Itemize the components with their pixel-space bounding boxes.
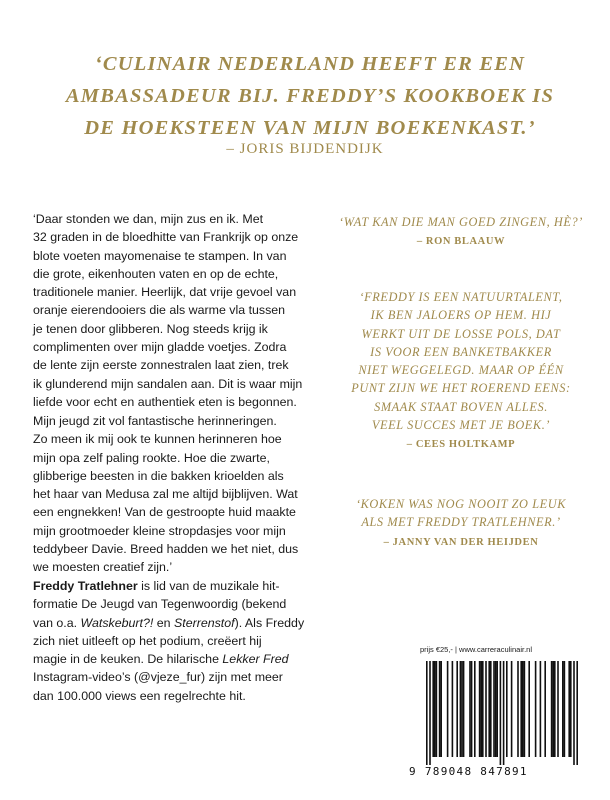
quote-line: ‘FREDDY IS EEN NATUURTALENT, — [359, 290, 563, 304]
text-line: Instagram-video’s (@vjeze_fur) zijn met meer — [33, 670, 283, 685]
barcode-bar — [461, 661, 463, 757]
barcode-bar — [535, 661, 537, 757]
barcode-bar — [564, 661, 566, 757]
barcode-bar — [517, 661, 519, 757]
show-title: Lekker Fred — [222, 652, 289, 667]
barcode-bar — [471, 661, 473, 757]
barcode-bar — [552, 661, 554, 757]
side-quote-cees-holtkamp — [330, 288, 592, 455]
text-line: ‘Daar stonden we dan, mijn zus en ik. Met — [33, 212, 264, 226]
text-line: zich niet uitleeft op het podium, creëert hij — [33, 633, 262, 648]
text-span: ). Als Freddy — [234, 615, 305, 630]
text-line: Mijn jeugd zit vol fantastische herinneringen. — [33, 414, 277, 428]
barcode-bar — [463, 661, 465, 757]
author-name: Freddy Tratlehner — [33, 579, 138, 593]
barcode-bar — [439, 661, 441, 757]
barcode-bar — [482, 661, 484, 757]
text-line: complimenten over mijn gladde voetjes. Zodra — [33, 340, 287, 355]
album-title: Watskeburt?! — [80, 615, 154, 630]
barcode-bar — [503, 661, 505, 765]
quote-line: PUNT ZIJN WE HET ROEREND EENS: — [351, 381, 571, 396]
headline-quote-line: ‘CULINAIR NEDERLAND HEEFT ER EEN — [94, 53, 526, 75]
text-span: van o.a. — [33, 615, 81, 630]
text-line: Zo meen ik mij ook te kunnen herinneren hoe — [33, 432, 282, 447]
text-line: die grote, eikenhouten vaten en op de echte, — [33, 266, 279, 281]
price-and-website: prijs €25,- | www.carreraculinair.nl — [420, 645, 532, 654]
story-paragraph-2 — [33, 412, 318, 577]
barcode-bar — [474, 661, 476, 757]
barcode-bar — [528, 661, 530, 757]
text-line: glibberige beesten in die bakken krioelden als — [33, 468, 284, 483]
text-line: we moesten creatief zijn.’ — [33, 560, 173, 575]
barcode-bar — [480, 661, 482, 757]
barcode-bar — [511, 661, 513, 757]
headline-quote-line: DE HOEKSTEEN VAN MIJN BOEKENKAST.’ — [84, 117, 536, 139]
text-line — [33, 614, 318, 632]
barcode-bars — [416, 661, 588, 765]
quote-attribution: – CEES HOLTKAMP — [406, 439, 516, 451]
barcode-bar — [496, 661, 498, 757]
quote-line: VEEL SUCCES MET JE BOEK.’ — [371, 418, 551, 433]
barcode-bar — [488, 661, 490, 757]
barcode-bar — [426, 661, 428, 765]
barcode-bar — [551, 661, 553, 757]
quote-line: ‘KOKEN WAS NOG NOOIT ZO LEUK — [355, 497, 567, 511]
text-line: dan 100.000 views een regelrechte hit. — [33, 688, 246, 703]
text-line — [33, 577, 318, 595]
text-line: de lente zijn eerste zonnestralen laat zien, trek — [33, 358, 289, 373]
barcode-bar — [447, 661, 449, 757]
text-line: je tenen door glibberen. Nog steeds krijg ik — [33, 321, 268, 336]
text-line: liefde voor echt en authentiek eten is begonnen. — [33, 394, 297, 409]
barcode-bar — [500, 661, 502, 765]
quote-line: NIET WEGGELEGD. MAAR OP ÉÉN — [358, 363, 564, 378]
quote-line: ALS MET FREDDY TRATLEHNER.’ — [361, 515, 561, 530]
barcode-bar — [520, 661, 522, 757]
side-quote-ron-blaauw — [330, 213, 592, 252]
text-line: oranje eierendooiers die als warme vla tussen — [33, 303, 286, 318]
barcode-bar — [524, 661, 526, 757]
quote-line: IS VOOR EEN BANKETBAKKER — [370, 344, 552, 359]
barcode-bar — [456, 661, 458, 757]
barcode-bar — [452, 661, 454, 757]
text-line: 32 graden in de bloedhitte van Frankrijk op onze — [33, 230, 299, 245]
barcode-bar — [460, 661, 462, 757]
author-bio — [33, 577, 318, 705]
text-span: is lid van de muzikale hit- — [137, 579, 280, 593]
barcode-bar — [469, 661, 471, 757]
isbn-number: 9 789048 847891 — [409, 765, 528, 778]
quote-line: SMAAK STAAT BOVEN ALLES. — [374, 399, 548, 414]
barcode-bar — [540, 661, 542, 757]
text-line: mijn opa zelf paling rookte. Hoe die zwarte, — [33, 450, 270, 465]
barcode-bar — [429, 661, 431, 765]
barcode-bar — [562, 661, 564, 757]
barcode-bar — [490, 661, 492, 757]
barcode-bar — [506, 661, 508, 757]
barcode-bar — [576, 661, 578, 765]
text-line — [33, 650, 318, 668]
text-line: ik glunderend mijn sandalen aan. Dit is waar mijn — [33, 376, 303, 391]
quote-attribution: – RON BLAAUW — [416, 236, 506, 248]
barcode-bar — [434, 661, 436, 757]
barcode-bar — [440, 661, 442, 757]
barcode-bar — [485, 661, 487, 757]
barcode-bar — [544, 661, 546, 757]
story-paragraph-1 — [33, 210, 318, 411]
headline-quote — [40, 48, 580, 144]
barcode-bar — [479, 661, 481, 757]
quote-line: IK BEN JALOERS OP HEM. HIJ — [370, 308, 552, 323]
headline-quote-line: AMBASSADEUR BIJ. FREDDY’S KOOKBOEK IS — [65, 85, 555, 107]
barcode-bar — [432, 661, 434, 757]
headline-quote-attribution: – JORIS BIJDENDIJK — [226, 141, 384, 157]
barcode-bar — [436, 661, 438, 757]
quote-line: ‘WAT KAN DIE MAN GOED ZINGEN, HÈ?’ — [339, 215, 583, 229]
text-line: traditionele manier. Heerlijk, dat vrije gevoel van — [33, 285, 297, 300]
text-line: blote voeten mayomenaise te stampen. In van — [33, 248, 287, 263]
quote-attribution: – JANNY VAN DER HEIJDEN — [383, 536, 539, 548]
barcode-bar — [568, 661, 570, 757]
text-span: magie in de keuken. De hilarische — [33, 652, 223, 667]
text-line: formatie De Jeugd van Tegenwoordig (bekend — [33, 597, 287, 612]
barcode-bar — [570, 661, 572, 757]
barcode-bar — [554, 661, 556, 757]
barcode-bar — [493, 661, 495, 757]
text-line: een engnekken! Van de gestroopte huid maakte — [33, 505, 296, 520]
barcode-bar — [557, 661, 559, 757]
text-line: het haar van Medusa zal me altijd bijblijven. Wat — [33, 487, 298, 502]
barcode-bar — [495, 661, 497, 757]
text-line: mijn grootmoeder kleine stropdasjes voor mijn — [33, 523, 286, 538]
barcode-bar — [522, 661, 524, 757]
text-span: en — [153, 615, 174, 630]
barcode-bar — [573, 661, 575, 765]
album-title: Sterrenstof — [173, 615, 235, 630]
side-quote-janny-van-der-heijden — [330, 495, 592, 552]
quote-line: WERKT UIT DE LOSSE POLS, DAT — [361, 326, 561, 341]
text-line: teddybeer Davie. Breed hadden we het niet, dus — [33, 542, 299, 557]
